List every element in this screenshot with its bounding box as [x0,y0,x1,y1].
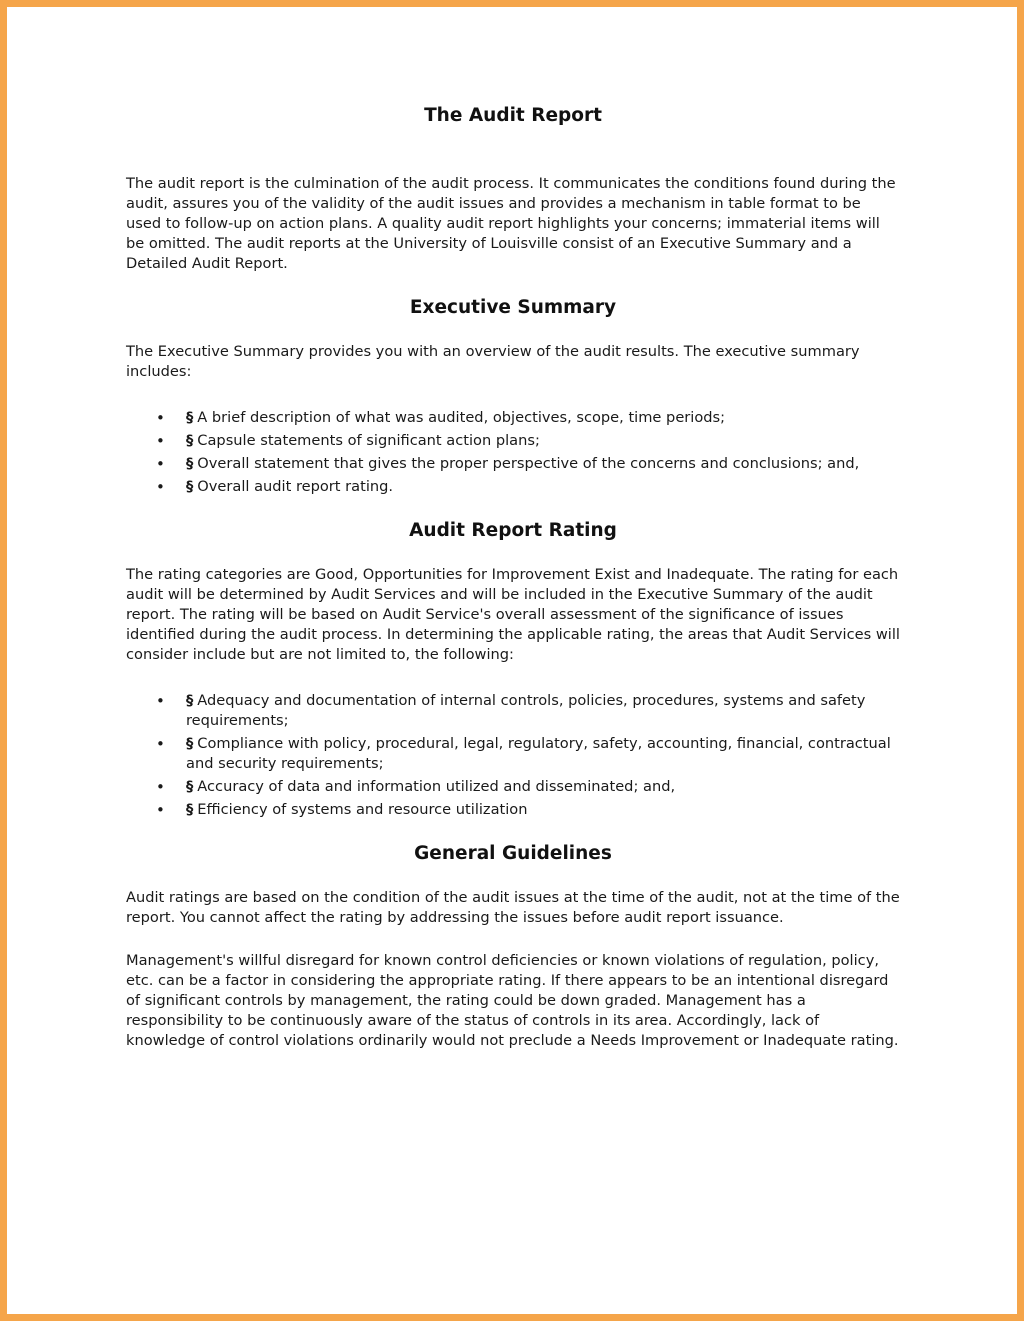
bullet-icon: • [156,735,165,753]
section-sign-icon: § [186,478,194,495]
section-sign-icon: § [186,778,194,795]
bullet-icon: • [156,409,165,427]
list-item [126,431,900,451]
intro-paragraph: The audit report is the culmination of the audit process. It communicates the conditions found during the audit, assures you of the validity of the audit issues and provides a mechanism in table format to be used to follow-up on action plans. A quality audit report highlights your concerns; immaterial items will be omitted. The audit reports at the University of Louisville consist of an Executive Summary and a Detailed Audit Report. [126,175,896,272]
list-item-text: Overall audit report rating. [197,478,394,495]
list-item [126,454,900,474]
section-sign-icon: § [186,801,194,818]
audit-report-rating-list [126,691,900,820]
list-item [126,777,900,797]
list-item-text: Efficiency of systems and resource utilization [197,801,528,818]
audit-report-rating-heading: Audit Report Rating [409,520,617,541]
bullet-icon: • [156,432,165,450]
section-sign-icon: § [186,409,194,426]
general-guidelines-heading: General Guidelines [414,843,612,864]
bullet-icon: • [156,801,165,819]
section-sign-icon: § [186,735,194,752]
executive-summary-list [126,408,900,497]
document-title: The Audit Report [424,105,602,126]
list-item [126,800,900,820]
bullet-icon: • [156,455,165,473]
list-item-text: Compliance with policy, procedural, legal, regulatory, safety, accounting, financial, contractual and security requirements; [186,735,891,772]
general-guidelines-paragraph-1: Audit ratings are based on the condition of the audit issues at the time of the audit, not at the time of the report. You cannot affect the rating by addressing the issues before audit report issuance. [126,889,900,926]
executive-summary-paragraph: The Executive Summary provides you with an overview of the audit results. The executive summary includes: [126,343,860,380]
list-item [126,477,900,497]
list-item [126,691,900,731]
executive-summary-heading: Executive Summary [409,297,617,318]
audit-report-rating-paragraph: The rating categories are Good, Opportunities for Improvement Exist and Inadequate. The rating for each audit will be determined by Audit Services and will be included in the Executive Summary of the audit report. The rating will be based on Audit Service's overall assessment of the significance of issues identified during the audit process. In determining the applicable rating, the areas that Audit Services will consider include but are not limited to, the following: [126,566,900,663]
section-sign-icon: § [186,432,194,449]
list-item-text: Adequacy and documentation of internal controls, policies, procedures, systems and safety requirements; [186,692,866,729]
list-item [126,408,900,428]
list-item-text: Overall statement that gives the proper perspective of the concerns and conclusions; and, [197,455,860,472]
bullet-icon: • [156,692,165,710]
bullet-icon: • [156,778,165,796]
section-sign-icon: § [186,455,194,472]
general-guidelines-paragraph-2: Management's willful disregard for known control deficiencies or known violations of regulation, policy, etc. can be a factor in considering the appropriate rating. If there appears to be an intentional disregard of significant controls by management, the rating could be down graded. Management has a responsibility to be continuously aware of the status of controls in its area. Accordingly, lack of knowledge of control violations ordinarily would not preclude a Needs Improvement or Inadequate rating. [126,952,899,1049]
bullet-icon: • [156,478,165,496]
section-sign-icon: § [186,692,194,709]
list-item-text: Capsule statements of significant action plans; [197,432,540,449]
document-page [126,104,900,1051]
list-item-text: A brief description of what was audited, objectives, scope, time periods; [197,409,726,426]
list-item [126,734,900,774]
list-item-text: Accuracy of data and information utilized and disseminated; and, [197,778,676,795]
